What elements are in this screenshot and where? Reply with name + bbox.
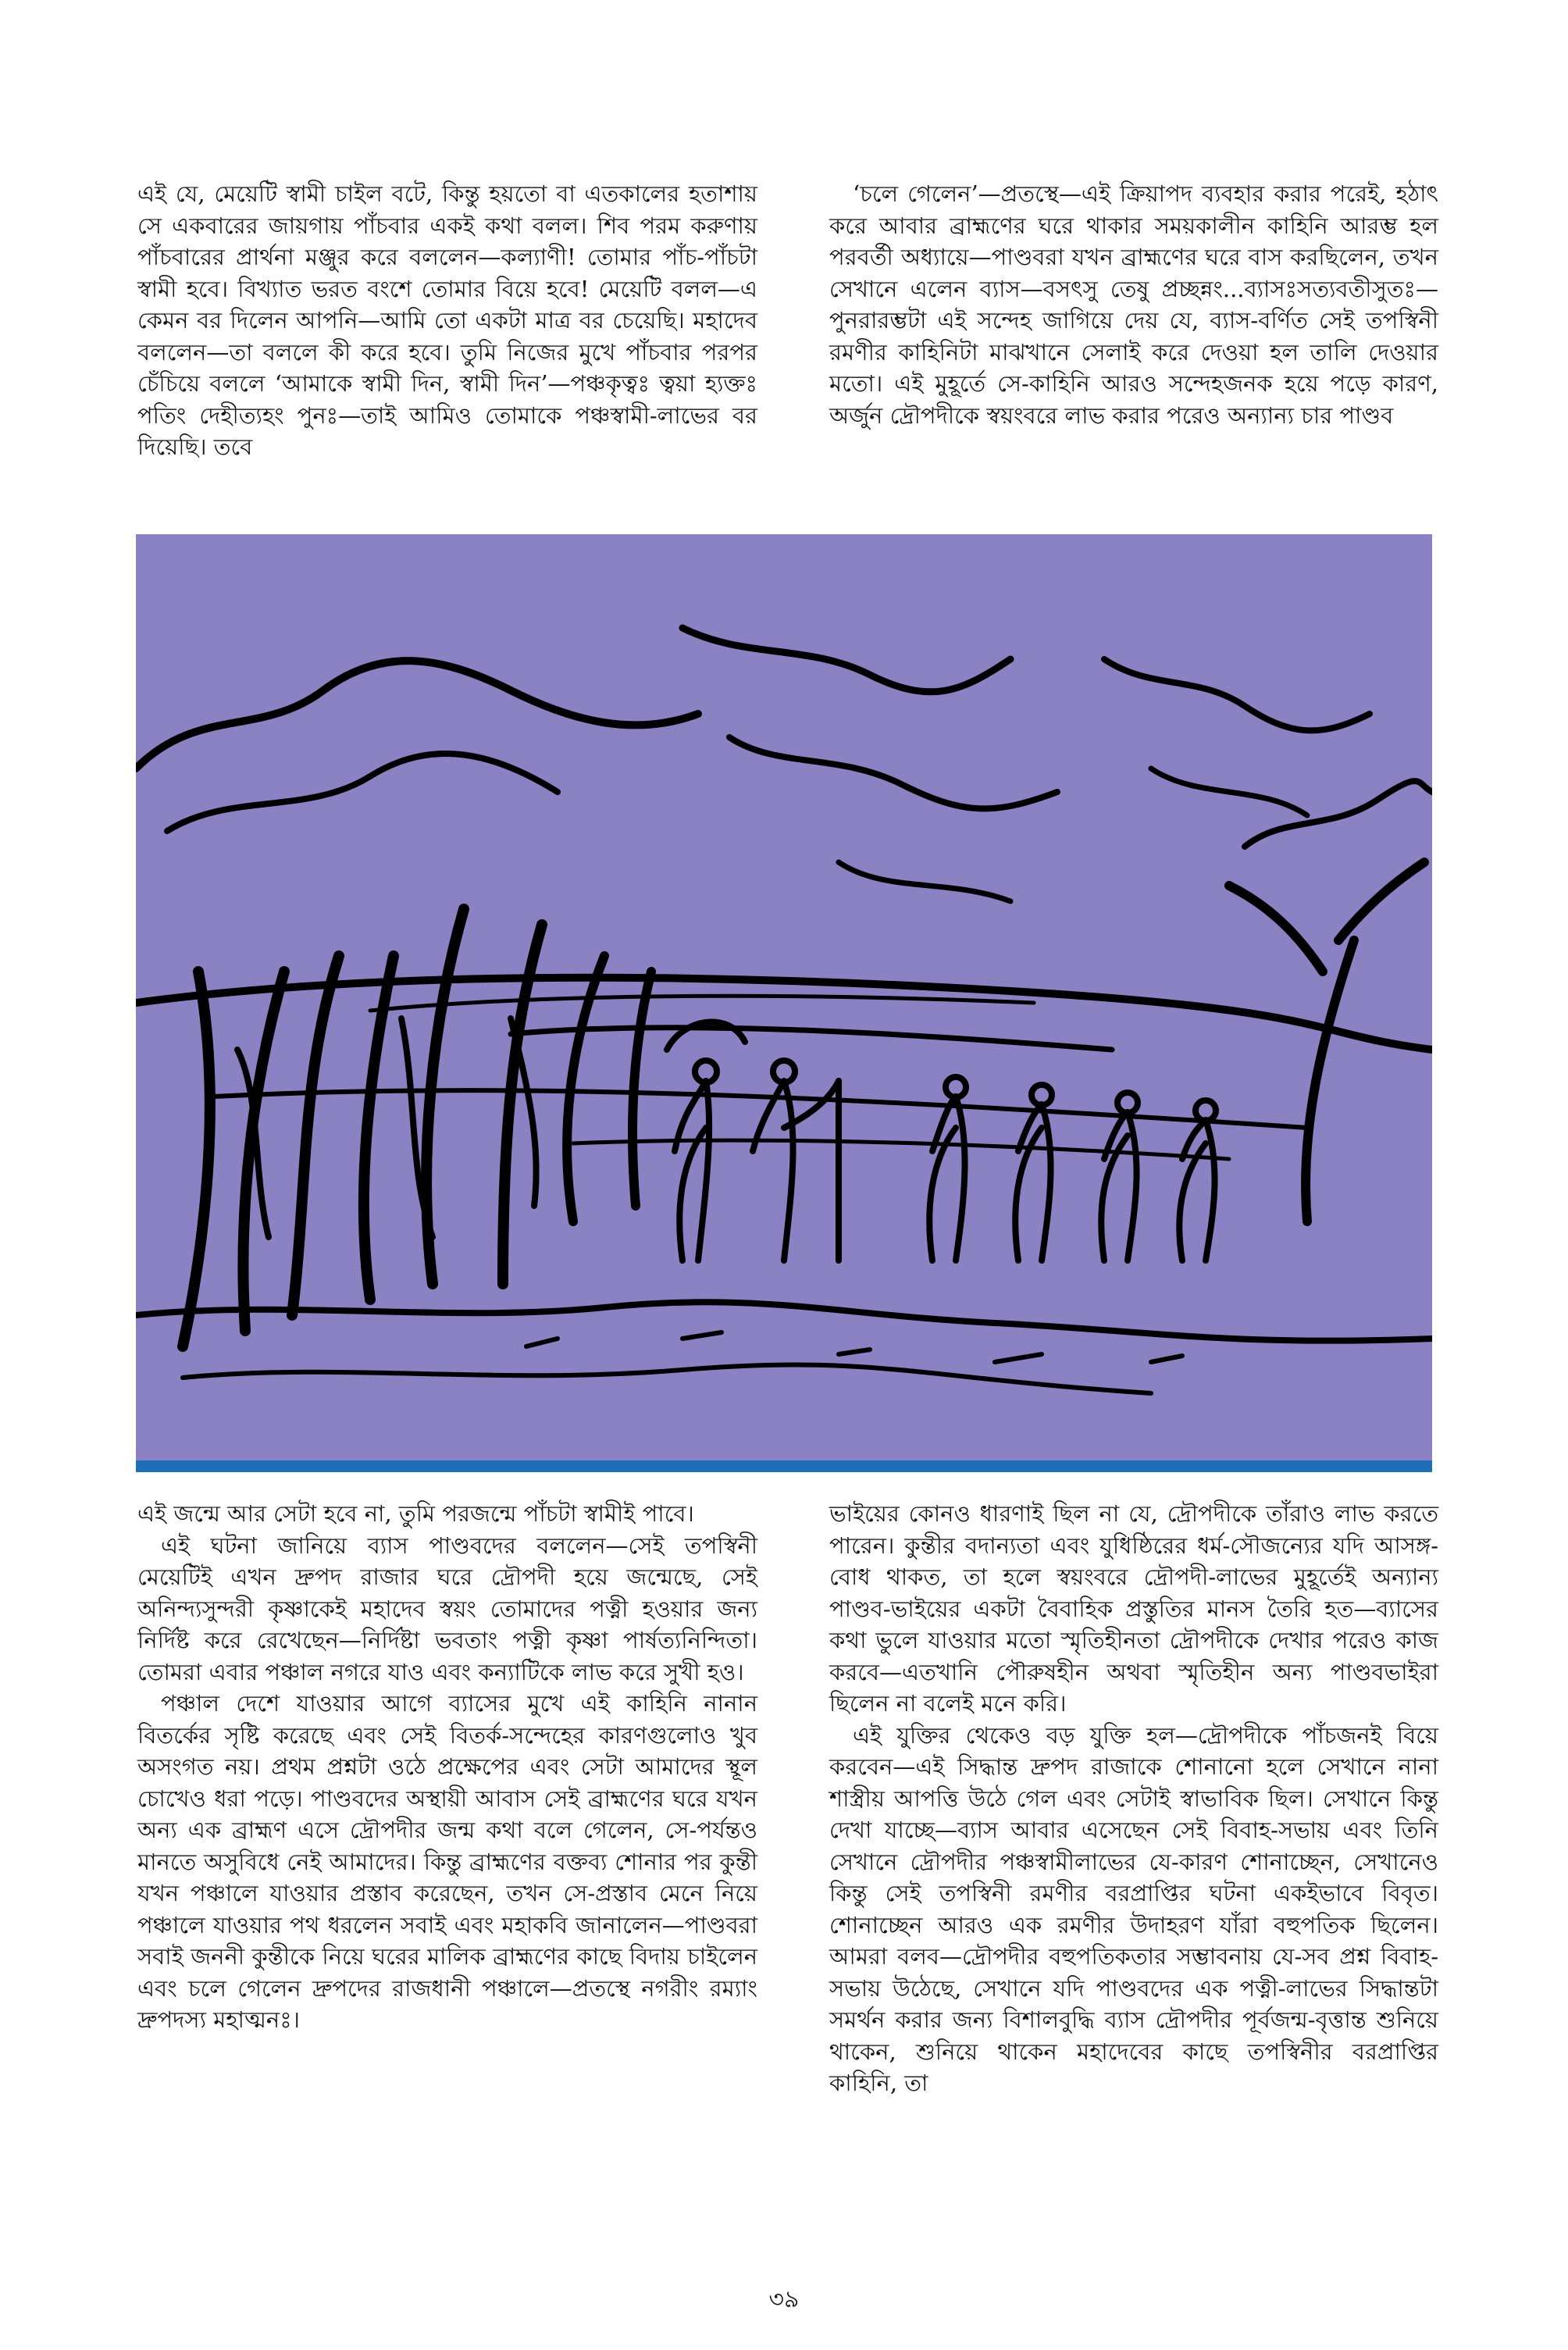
paragraph: ‘চলে গেলেন’—প্রতস্থে—এই ক্রিয়াপদ ব্যবহার করার পরেই, হঠাৎ করে আবার ব্রাহ্মণের ঘরে থাকার সময়কালীন কাহিনি আরম্ভ হল পরবর্তী অধ্যায়ে—পাণ্ডবরা যখন ব্রাহ্মণের ঘরে বাস করছিলেন, তখন সেখানে এলেন ব্যাস—বসৎসু তেষু প্রচ্ছন্নং...ব্যাসঃসত্যবতীসুতঃ—পুনরারম্ভটা এই সন্দেহ জাগিয়ে দেয় যে, ব্যাস-বর্ণিত সেই তপস্বিনী রমণীর কাহিনিটা মাঝখানে সেলাই করে দেওয়া হল তালি দেওয়ার মতো। এই মুহূর্তে সে-কাহিনি আরও সন্দেহজনক হয়ে পড়ে কারণ, অর্জুন দ্রৌপদীকে স্বয়ংবরে লাভ করার পরেও অন্যান্য চার পাণ্ডব (829, 180, 1438, 429)
paragraph: এই যে, মেয়েটি স্বামী চাইল বটে, কিন্তু হয়তো বা এতকালের হতাশায় সে একবারের জায়গায় পাঁচবার একই কথা বলল। শিব পরম করুণায় পাঁচবারের প্রার্থনা মঞ্জুর করে বললেন—কল্যাণী! তোমার পাঁচ-পাঁচটা স্বামী হবে। বিখ্যাত ভরত বংশে তোমার বিয়ে হবে! মেয়েটি বলল—এ কেমন বর দিলেন আপনি—আমি তো একটা মাত্র বর চেয়েছি। মহাদেব বললেন—তা বললে কী করে হবে। তুমি নিজের মুখে পাঁচবার পরপর চেঁচিয়ে বললে ‘আমাকে স্বামী দিন, স্বামী দিন’—পঞ্চকৃত্বঃ ত্বয়া হ্যক্তঃ পতিং দেহীত্যহং পুনঃ—তাই আমিও তোমাকে পঞ্চস্বামী-লাভের বর দিয়েছি। তবে (137, 180, 757, 460)
column-top-left (137, 178, 757, 463)
paragraph: ভাইয়ের কোনও ধারণাই ছিল না যে, দ্রৌপদীকে তাঁরাও লাভ করতে পারেন। কুন্তীর বদান্যতা এবং যুধিষ্ঠিরের ধর্ম-সৌজন্যের যদি আসঙ্গ-বোধ থাকত, তা হলে স্বয়ংবরে দ্রৌপদী-লাভের মুহূর্তেই অন্যান্য পাণ্ডব-ভাইয়ের একটা বৈবাহিক প্রস্তুতির মানস তৈরি হত—ব্যাসের কথা ভুলে যাওয়ার মতো স্মৃতিহীনতা দ্রৌপদীকে দেখার পরেও কাজ করবে—এতখানি পৌরুষহীন অথবা স্মৃতিহীন অন্য পাণ্ডবভাইরা ছিলেন না বলেই মনে করি। (829, 1500, 1438, 1717)
column-bottom-right (829, 1498, 1438, 2099)
paragraph: এই যুক্তির থেকেও বড় যুক্তি হল—দ্রৌপদীকে পাঁচজনই বিয়ে করবেন—এই সিদ্ধান্ত দ্রুপদ রাজাকে শোনানো হলে সেখানে নানা শাস্ত্রীয় আপত্তি উঠে গেল এবং সেটাই স্বাভাবিক ছিল। সেখানে কিন্তু দেখা যাচ্ছে—ব্যাস আবার এসেছেন সেই বিবাহ-সভায় এবং তিনি সেখানে দ্রৌপদীর পঞ্চস্বামীলাভের যে-কারণ শোনাচ্ছেন, সেখানেও কিন্তু সেই তপস্বিনী রমণীর বরপ্রাপ্তির ঘটনা একইভাবে বিবৃত। শোনাচ্ছেন আরও এক রমণীর উদাহরণ যাঁরা বহুপতিক ছিলেন। আমরা বলব—দ্রৌপদীর বহুপতিকতার সম্ভাবনায় যে-সব প্রশ্ন বিবাহ-সভায় উঠেছে, সেখানে যদি পাণ্ডবদের এক পত্নী-লাভের সিদ্ধান্তটা সমর্থন করার জন্য বিশালবুদ্ধি ব্যাস দ্রৌপদীর পূর্বজন্ম-বৃত্তান্ত শুনিয়ে থাকেন, শুনিয়ে থাকেন মহাদেবের কাছে তপস্বিনীর বরপ্রাপ্তির কাহিনি, তা (829, 1721, 1438, 2096)
paragraph: পঞ্চাল দেশে যাওয়ার আগে ব্যাসের মুখে এই কাহিনি নানান বিতর্কের সৃষ্টি করেছে এবং সেই বিতর্ক-সন্দেহের কারণগুলোও খুব অসংগত নয়। প্রথম প্রশ্নটা ওঠে প্রক্ষেপের এবং সেটা আমাদের স্থূল চোখেও ধরা পড়ে। পাণ্ডবদের অস্থায়ী আবাস সেই ব্রাহ্মণের ঘরে যখন অন্য এক ব্রাহ্মণ এসে দ্রৌপদীর জন্ম কথা বলে গেলেন, সে-পর্যন্তও মানতে অসুবিধে নেই আমাদের। কিন্তু ব্রাহ্মণের বক্তব্য শোনার পর কুন্তী যখন পঞ্চালে যাওয়ার প্রস্তাব করেছেন, তখন সে-প্রস্তাব মেনে নিয়ে পঞ্চালে যাওয়ার পথ ধরলেন সবাই এবং মহাকবি জানালেন—পাণ্ডবরা সবাই জননী কুন্তীকে নিয়ে ঘরের মালিক ব্রাহ্মণের কাছে বিদায় চাইলেন এবং চলে গেলেন দ্রুপদের রাজধানী পঞ্চালে—প্রতস্থে নগরীং রম্যাং দ্রুপদস্য মহাত্মনঃ। (137, 1690, 757, 2033)
column-bottom-left (137, 1498, 757, 2036)
paragraph: এই জন্মে আর সেটা হবে না, তুমি পরজন্মে পাঁচটা স্বামীই পাবে। (137, 1500, 694, 1527)
illustration-forest-procession (136, 534, 1432, 1460)
column-top-right (829, 178, 1438, 431)
page-number: ৩৯ (768, 2286, 800, 2313)
divider-rule (136, 1460, 1432, 1472)
paragraph: এই ঘটনা জানিয়ে ব্যাস পাণ্ডবদের বললেন—সেই তপস্বিনী মেয়েটিই এখন দ্রুপদ রাজার ঘরে দ্রৌপদী হয়ে জন্মেছে, সেই অনিন্দ্যসুন্দরী কৃষ্ণাকেই মহাদেব স্বয়ং তোমাদের পত্নী হওয়ার জন্য নির্দিষ্ট করে রেখেছেন—নির্দিষ্টা ভবতাং পত্নী কৃষ্ণা পার্ষত্যনিন্দিতা। তোমরা এবার পঞ্চাল নগরে যাও এবং কন্যাটিকে লাভ করে সুখী হও। (137, 1532, 757, 1685)
